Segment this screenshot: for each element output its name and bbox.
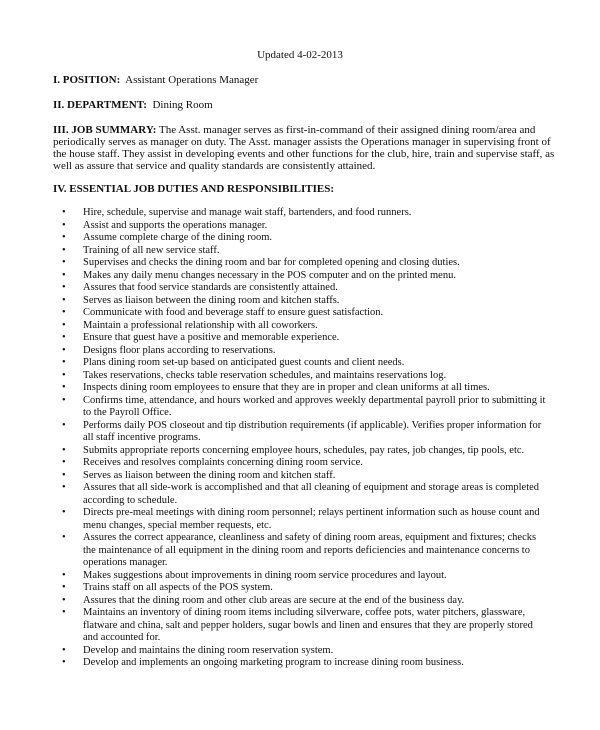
list-item: • Serves as liaison between the dining room and kitchen staffs.	[0, 295, 545, 308]
list-item-continuation: flatware and china, salt and pepper holders, sugar bowls and linen and ensures that they are properly stored	[83, 619, 533, 631]
list-item: • Assist and supports the operations manager.	[0, 220, 545, 233]
list-item-continuation: the maintenance of all equipment in the dining room and reports deficiencies and maintenance concerns to	[83, 544, 530, 556]
list-item: • Training of all new service staff.	[0, 245, 545, 258]
list-item: • Communicate with food and beverage staff to ensure guest satisfaction.	[0, 307, 545, 320]
summary-text-3: the house staff. They assist in developing events and other functions for the club, hire, train and supervise staff, as	[53, 148, 555, 160]
list-item: • Assume complete charge of the dining room.	[0, 232, 545, 245]
list-item: • Performs daily POS closeout and tip distribution requirements (if applicable). Verifies proper information for	[0, 420, 545, 433]
list-item-continuation: and accounted for.	[83, 632, 161, 643]
list-item: • Assures the correct appearance, cleanliness and safety of dining room areas, equipment and fixtures; checks	[0, 532, 545, 545]
list-item: • Serves as liaison between the dining room and kitchen staff.	[0, 470, 545, 483]
duties-heading: IV. ESSENTIAL JOB DUTIES AND RESPONSIBILITIES:	[53, 183, 335, 195]
summary-text-4: well as assure that service and quality standards are consistently attained.	[53, 160, 376, 172]
position-value: Assistant Operations Manager	[125, 74, 259, 86]
list-item: • Inspects dining room employees to ensure that they are in proper and clean uniforms at all times.	[0, 382, 545, 395]
list-item: • Develop and implements an ongoing marketing program to increase dining room business.	[0, 657, 545, 670]
list-item: • Takes reservations, checks table reservation schedules, and maintains reservations log.	[0, 370, 545, 383]
list-item-continuation: operations manager.	[83, 557, 168, 568]
list-item: • Designs floor plans according to reservations.	[0, 345, 545, 358]
list-item: • Confirms time, attendance, and hours worked and approves weekly departmental payroll prior to submitting it	[0, 395, 545, 408]
list-item: • Maintains an inventory of dining room items including silverware, coffee pots, water pitchers, glassware,	[0, 607, 545, 620]
list-item: • Assures that the dining room and other club areas are secure at the end of the business day.	[0, 595, 545, 608]
department-label: II. DEPARTMENT:	[53, 99, 147, 111]
list-item: • Directs pre-meal meetings with dining room personnel; relays pertinent information such as house count and	[0, 507, 545, 520]
list-item: • Maintain a professional relationship with all coworkers.	[0, 320, 545, 333]
position-line	[53, 74, 258, 87]
updated-date: Updated 4-02-2013	[257, 49, 343, 61]
department-value: Dining Room	[152, 99, 213, 111]
list-item-continuation: according to schedule.	[83, 494, 178, 506]
list-item: • Supervises and checks the dining room and bar for completed opening and closing duties.	[0, 257, 545, 270]
list-item: • Makes suggestions about improvements in dining room service procedures and layout.	[0, 570, 545, 583]
duties-list	[0, 207, 545, 670]
list-item: • Develop and maintains the dining room reservation system.	[0, 645, 545, 658]
list-item: • Trains staff on all aspects of the POS system.	[0, 582, 545, 595]
position-label: I. POSITION:	[53, 74, 121, 86]
list-item: • Submits appropriate reports concerning employee hours, schedules, pay rates, job changes, tip pools, etc.	[0, 445, 545, 458]
list-item: • Assures that all side-work is accomplished and that all cleaning of equipment and storage areas is completed	[0, 482, 545, 495]
job-summary	[53, 124, 553, 172]
list-item-continuation: to the Payroll Office.	[83, 407, 172, 418]
list-item: • Assures that food service standards are consistently attained.	[0, 282, 545, 295]
list-item: • Ensure that guest have a positive and memorable experience.	[0, 332, 545, 345]
list-item: • Plans dining room set-up based on anticipated guest counts and client needs.	[0, 357, 545, 370]
list-item: • Hire, schedule, supervise and manage wait staff, bartenders, and food runners.	[0, 207, 545, 220]
summary-text-1: The Asst. manager serves as first-in-command of their assigned dining room/area and	[158, 124, 536, 136]
list-item: • Makes any daily menu changes necessary in the POS computer and on the printed menu.	[0, 270, 545, 283]
summary-text-2: periodically serves as manager on duty. The Asst. manager assists the Operations manager in supervising front of	[53, 136, 551, 148]
list-item-continuation: menu changes, special member requests, etc.	[83, 519, 272, 531]
list-item-continuation: all staff incentive programs.	[83, 432, 201, 443]
summary-label: III. JOB SUMMARY:	[53, 124, 157, 136]
department-line	[53, 99, 213, 112]
list-item: • Receives and resolves complaints concerning dining room service.	[0, 457, 545, 470]
